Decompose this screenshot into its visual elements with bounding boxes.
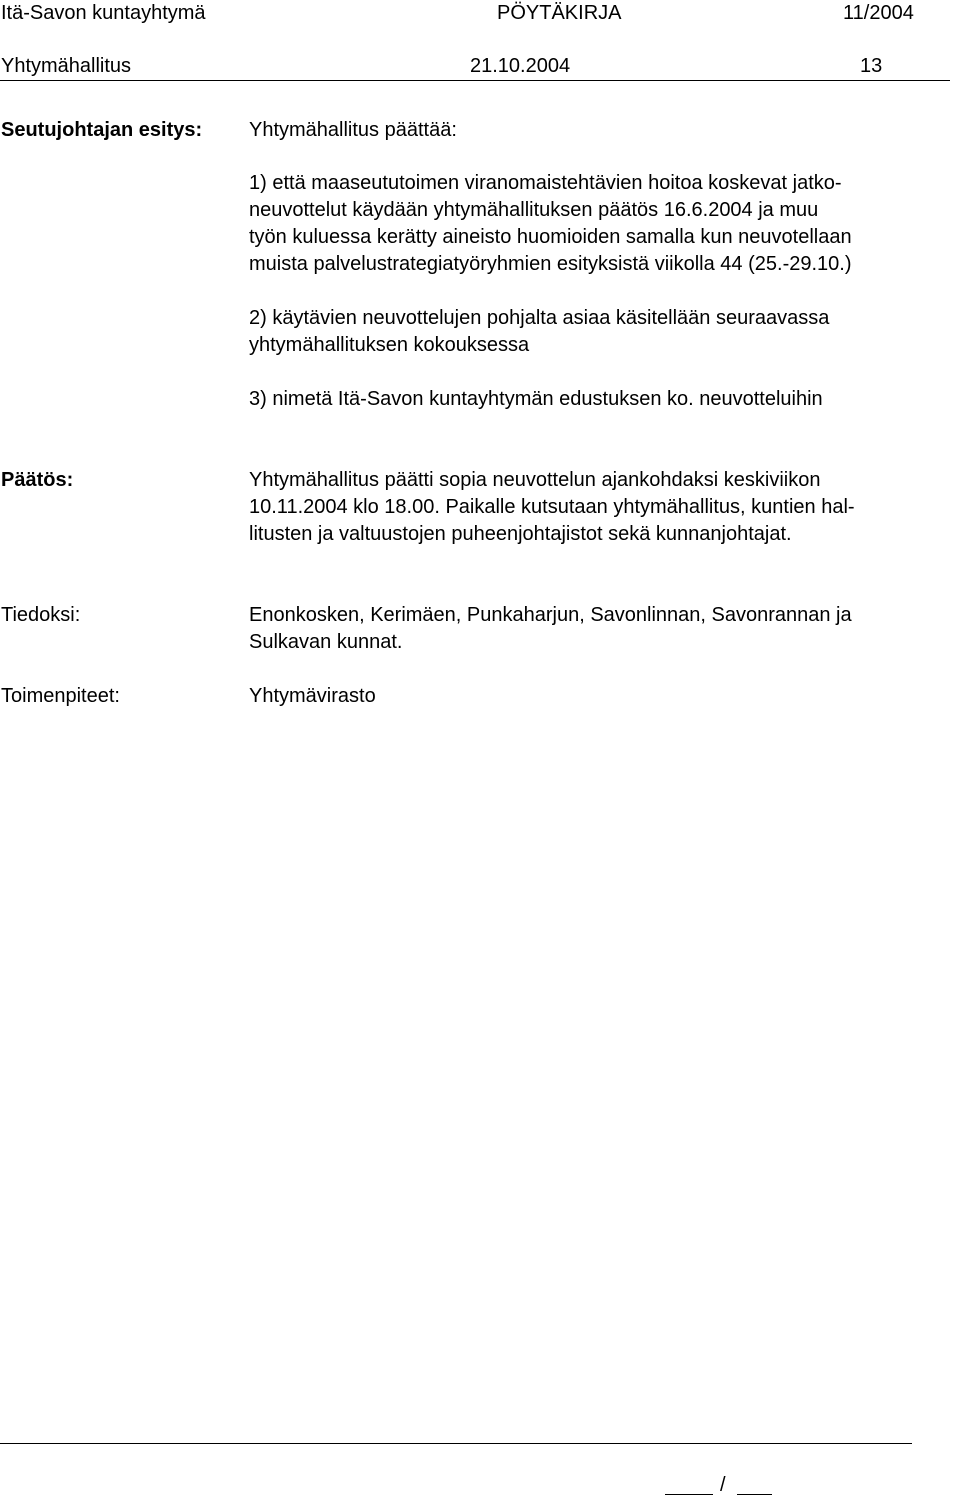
proposal-label: Seutujohtajan esitys: bbox=[1, 119, 203, 141]
document-number: 11/2004 bbox=[843, 2, 914, 24]
proposal-item-3-line: 3) nimetä Itä-Savon kuntayhtymän edustuksen ko. neuvotteluihin bbox=[249, 388, 823, 410]
proposal-intro: Yhtymähallitus päättää: bbox=[249, 119, 457, 141]
actions-value: Yhtymävirasto bbox=[249, 685, 376, 707]
proposal-item-1 bbox=[249, 170, 960, 278]
initials-line-left bbox=[665, 1494, 713, 1495]
decision-line: Yhtymähallitus päätti sopia neuvottelun ajankohdaksi keskiviikon bbox=[249, 469, 821, 491]
proposal-item-2 bbox=[249, 305, 960, 359]
proposal-item-1-line: neuvottelut käydään yhtymähallituksen päätös 16.6.2004 ja muu bbox=[249, 199, 819, 221]
body-name: Yhtymähallitus bbox=[1, 55, 132, 77]
initials-line-right bbox=[737, 1494, 772, 1495]
notice-text bbox=[249, 602, 960, 656]
proposal-item-1-line: 1) että maaseututoimen viranomaistehtävien hoitoa koskevat jatko- bbox=[249, 172, 842, 194]
document-type: PÖYTÄKIRJA bbox=[497, 2, 622, 24]
header-rule bbox=[0, 80, 950, 81]
meeting-date: 21.10.2004 bbox=[470, 55, 571, 77]
notice-label: Tiedoksi: bbox=[1, 604, 81, 626]
actions-label: Toimenpiteet: bbox=[1, 685, 120, 707]
notice-line: Enonkosken, Kerimäen, Punkaharjun, Savonlinnan, Savonrannan ja bbox=[249, 604, 852, 626]
footer-rule bbox=[0, 1443, 912, 1444]
initials-separator: / bbox=[720, 1474, 726, 1496]
decision-text bbox=[249, 467, 960, 548]
page-number: 13 bbox=[860, 55, 883, 77]
proposal-item-2-line: yhtymähallituksen kokouksessa bbox=[249, 334, 530, 356]
notice-line: Sulkavan kunnat. bbox=[249, 631, 403, 653]
proposal-item-3 bbox=[249, 386, 960, 413]
proposal-item-2-line: 2) käytävien neuvottelujen pohjalta asiaa käsitellään seuraavassa bbox=[249, 307, 830, 329]
proposal-item-1-line: työn kuluessa kerätty aineisto huomioiden samalla kun neuvotellaan bbox=[249, 226, 852, 248]
decision-line: 10.11.2004 klo 18.00. Paikalle kutsutaan yhtymähallitus, kuntien hal- bbox=[249, 496, 855, 518]
decision-line: litusten ja valtuustojen puheenjohtajistot sekä kunnanjohtajat. bbox=[249, 523, 792, 545]
decision-label: Päätös: bbox=[1, 469, 74, 491]
organization-name: Itä-Savon kuntayhtymä bbox=[1, 2, 206, 24]
proposal-item-1-line: muista palvelustrategiatyöryhmien esityksistä viikolla 44 (25.-29.10.) bbox=[249, 253, 852, 275]
